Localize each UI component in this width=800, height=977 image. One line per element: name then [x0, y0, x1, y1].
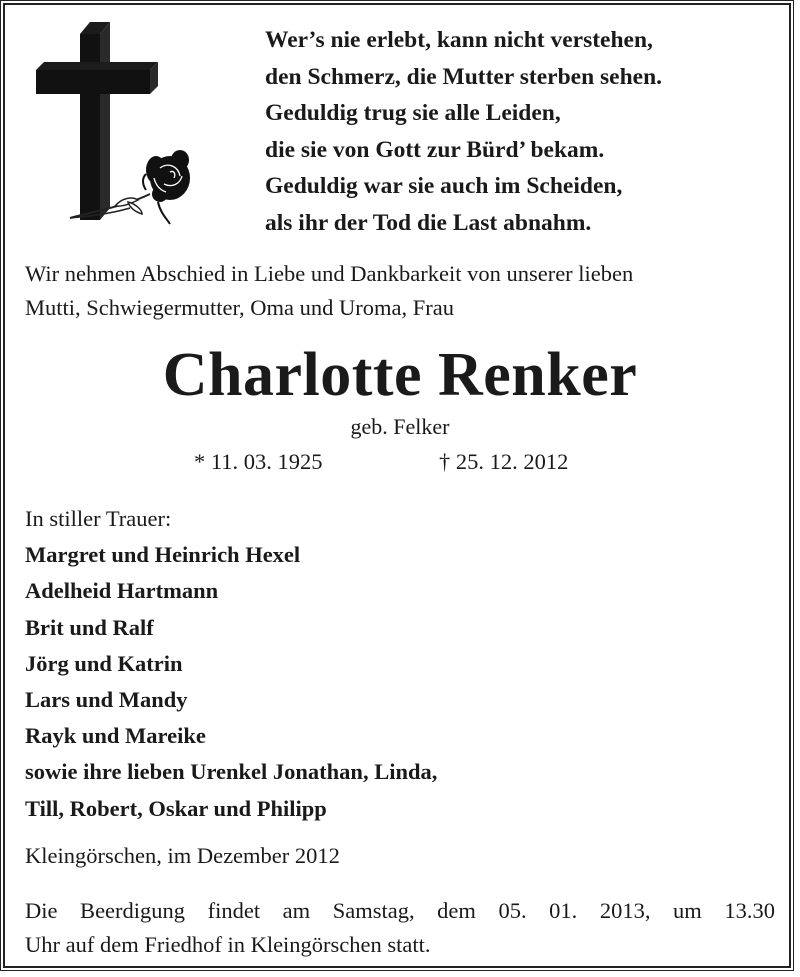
poem-line: Geduldig war sie auch im Scheiden, [265, 173, 623, 199]
intro-line: Wir nehmen Abschied in Liebe und Dankbarkeit von unserer lieben [25, 261, 634, 286]
birth-date: * 11. 03. 1925 [194, 449, 323, 474]
deceased-name: Charlotte Renker [162, 341, 638, 409]
poem-line: Geduldig trug sie alle Leiden, [265, 100, 561, 126]
poem [265, 22, 765, 241]
poem-line: den Schmerz, die Mutter sterben sehen. [265, 63, 663, 90]
death-date: † 25. 12. 2012 [439, 449, 569, 474]
mourner-entry: Till, Robert, Oskar und Philipp [25, 795, 327, 821]
place-and-date: Kleingörschen, im Dezember 2012 [25, 843, 340, 868]
mourners-heading: In stiller Trauer: [25, 506, 172, 531]
mourner-entry: Jörg und Katrin [25, 650, 183, 676]
funeral-notice [25, 894, 775, 962]
poem-line: als ihr der Tod die Last abnahm. [265, 209, 592, 236]
birth-name: geb. Felker [350, 414, 450, 439]
mourner-entry: Brit und Ralf [25, 614, 154, 640]
mourner-entry: Adelheid Hartmann [25, 578, 219, 604]
funeral-line: Die Beerdigung findet am Samstag, dem 05. 01. 2013, um 13.30 [25, 898, 775, 923]
intro-text [25, 257, 785, 325]
cross-with-rose-icon [30, 18, 200, 228]
poem-line: die sie von Gott zur Bürd’ bekam. [265, 136, 605, 163]
mourner-entry: Lars und Mandy [25, 687, 188, 713]
mourner-entry: Margret und Heinrich Hexel [25, 542, 301, 568]
mourner-entry: Rayk und Mareike [25, 723, 206, 749]
mourner-entry: sowie ihre lieben Urenkel Jonathan, Linda, [25, 759, 438, 785]
intro-line: Mutti, Schwiegermutter, Oma und Uroma, Frau [25, 295, 455, 320]
poem-line: Wer’s nie erlebt, kann nicht verstehen, [265, 27, 653, 53]
funeral-line: Uhr auf dem Friedhof in Kleingörschen statt. [25, 932, 431, 957]
mourners-list [25, 501, 785, 827]
